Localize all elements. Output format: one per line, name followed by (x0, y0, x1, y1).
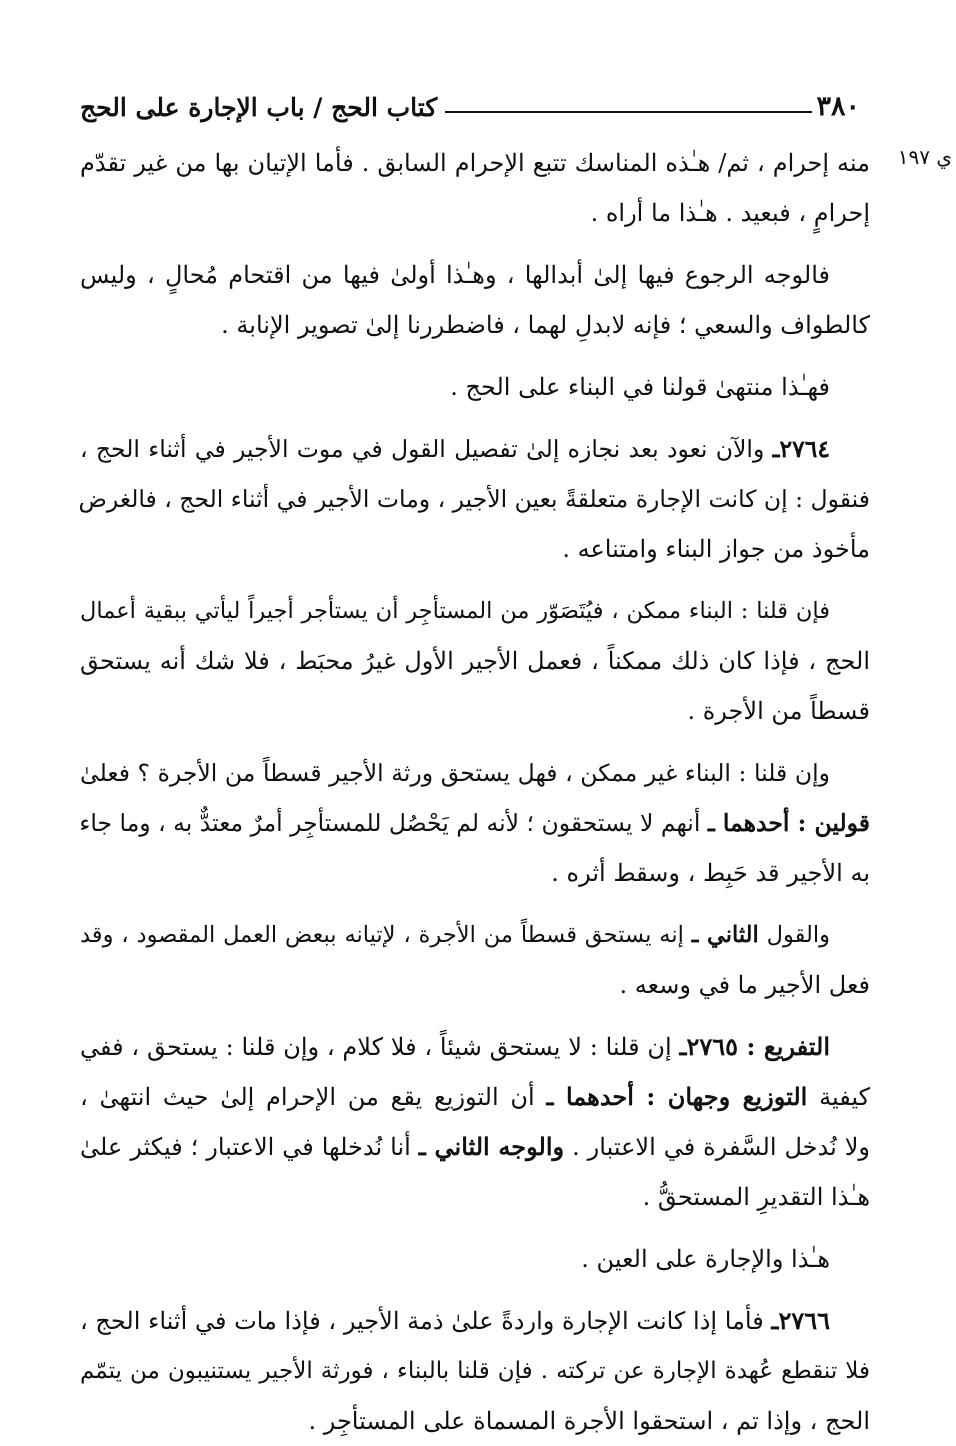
page-number: ٣٨٠ (816, 91, 860, 122)
text-line: فنقول : إن كانت الإجارة متعلقةً بعين الأجير ، ومات الأجير في أثناء الحج ، فالغرض (78, 485, 870, 513)
text-line: فهـٰذا منتهىٰ قولنا في البناء على الحج . (450, 373, 830, 401)
paragraph (80, 138, 870, 238)
paragraph (80, 362, 870, 412)
header-rule (445, 111, 812, 113)
paragraph-number: ٢٧٦٦ـ (771, 1306, 830, 1335)
paragraph (80, 910, 870, 1010)
text-line: كالطواف والسعي ؛ فإنه لابدلِ لهما ، فاضطررنا إلىٰ تصوير الإنابة . (221, 311, 870, 339)
paragraph (80, 748, 870, 898)
body-text (80, 138, 870, 1446)
paragraph-number: ٢٧٦٤ـ (772, 435, 830, 463)
paragraph (80, 1234, 870, 1284)
text-line: ٢٧٦٤ـ والآن نعود بعد نجازه إلىٰ تفصيل القول في موت الأجير في أثناء الحج ، (80, 435, 830, 463)
text-line: والقول الثاني ـ إنه يستحق قسطاً من الأجرة ، لإتيانه ببعض العمل المقصود ، وقد (80, 922, 830, 948)
numbered-paragraph (80, 1296, 870, 1446)
text-line: ٢٧٦٦ـ فأما إذا كانت الإجارة واردةً علىٰ ذمة الأجير ، فإذا مات في أثناء الحج ، (80, 1306, 830, 1335)
text-line: منه إحرام ، ثم/ هـٰذه المناسك تتبع الإحرام السابق . فأما الإتيان بها من غير تقدّم (80, 149, 870, 177)
text-line: إحرامٍ ، فبعيد . هـٰذا ما أراه . (590, 199, 870, 227)
numbered-paragraph (80, 1022, 870, 1222)
text-line: كيفية التوزيع وجهان : أحدهما ـ أن التوزيع يقع من الإحرام إلىٰ حيث انتهىٰ ، (80, 1082, 871, 1111)
text-line: فلا تنقطع عُهدة الإجارة عن تركته . فإن قلنا بالبناء ، فورثة الأجير يستنيبون من يتمّم (80, 1358, 870, 1384)
numbered-paragraph (80, 424, 870, 574)
text-line: به الأجير قد حَبِط ، وسقط أثره . (551, 859, 870, 887)
paragraph (80, 586, 870, 736)
text-line: هـٰذا التقديرِ المستحقُّ . (642, 1183, 870, 1211)
text-line: فالوجه الرجوع فيها إلىٰ أبدالها ، وهـٰذا أولىٰ فيها من اقتحام مُحالٍ ، وليس (80, 261, 830, 289)
paragraph (80, 250, 870, 350)
running-header (80, 82, 860, 122)
text-line: هـٰذا والإجارة على العين . (581, 1245, 830, 1273)
margin-note: ي ١٩٧ (897, 145, 952, 169)
text-line: التفريع : ٢٧٦٥ـ إن قلنا : لا يستحق شيئاً ، فلا كلام ، وإن قلنا : يستحق ، ففي (80, 1032, 830, 1061)
text-line: الحج ، وإذا تم ، استحقوا الأجرة المسماة على المستأجِر . (308, 1407, 870, 1435)
text-line: قولين : أحدهما ـ أنهم لا يستحقون ؛ لأنه لم يَحْصُل للمستأجِر أمرٌ معتدٌّ به ، وما جاء (79, 809, 870, 837)
text-line: وإن قلنا : البناء غير ممكن ، فهل يستحق ورثة الأجير قسطاً من الأجرة ؟ فعلىٰ (80, 759, 830, 787)
text-line: قسطاً من الأجرة . (687, 697, 870, 725)
running-title: كتاب الحج / باب الإجارة على الحج (80, 93, 438, 122)
text-line: مأخوذ من جواز البناء وامتناعه . (562, 535, 870, 563)
text-line: فإن قلنا : البناء ممكن ، فيُتَصَوّر من المستأجِر أن يستأجر أجيراً ليأتي ببقية أعمال (80, 598, 830, 624)
text-line: الحج ، فإذا كان ذلك ممكناً ، فعمل الأجير الأول غيرُ محبَط ، فلا شك أنه يستحق (80, 647, 870, 675)
text-line: ولا نُدخل السَّفرة في الاعتبار . والوجه الثاني ـ أنا نُدخلها في الاعتبار ؛ فيكثر علىٰ (80, 1132, 871, 1161)
text-line: فعل الأجير ما في وسعه . (619, 971, 870, 999)
